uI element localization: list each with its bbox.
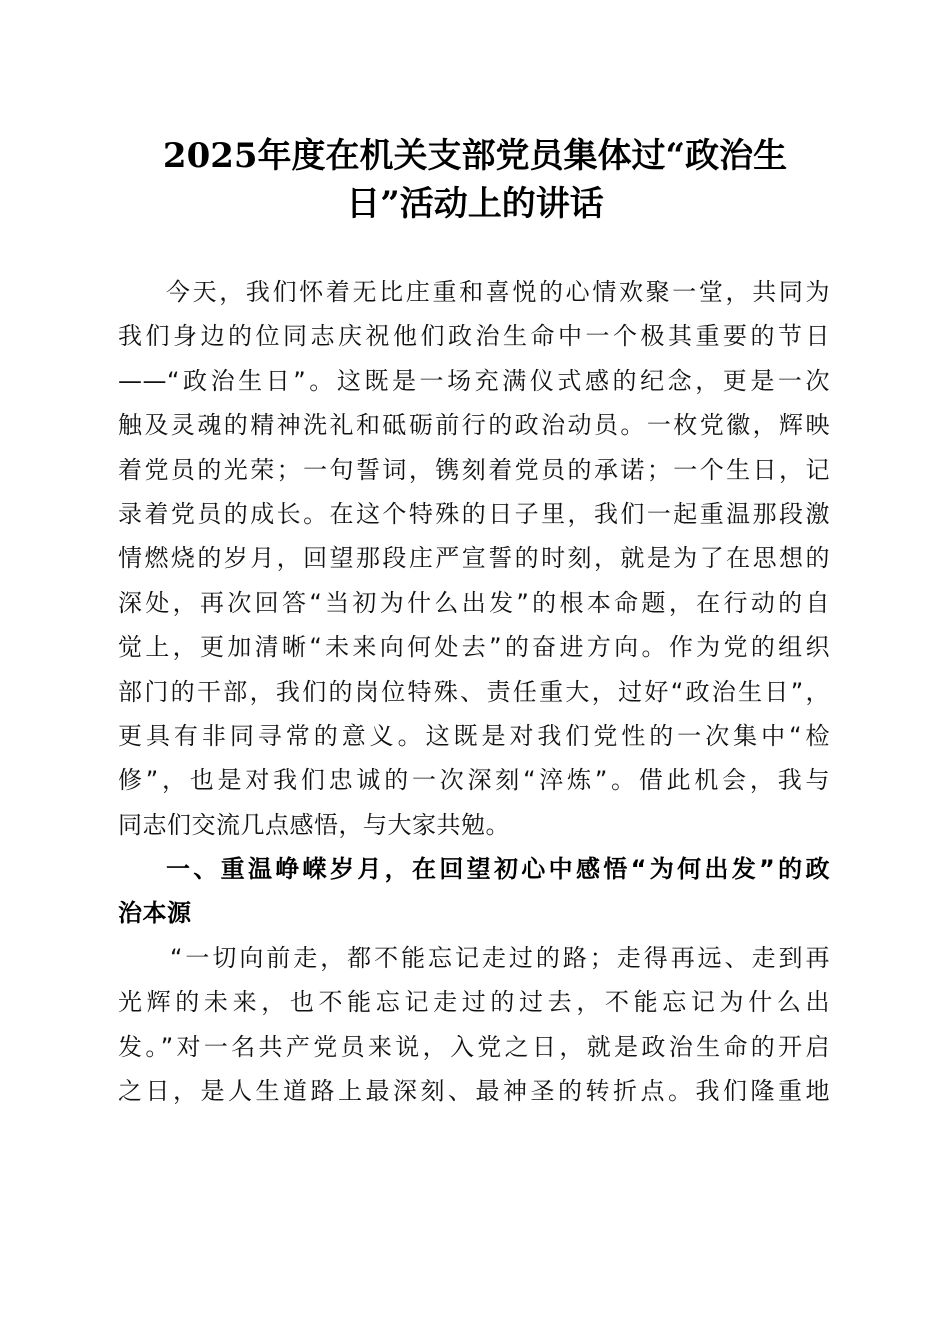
paragraph-line: 情燃烧的岁月，回望那段庄严宣誓的时刻，就是为了在思想的 [118,544,830,573]
intro-paragraph [118,270,830,847]
paragraph-line: 录着党员的成长。在这个特殊的日子里，我们一起重温那段激 [118,499,830,528]
document-body [118,270,830,1113]
heading-line: 治本源 [118,899,192,928]
paragraph-line: 部门的干部，我们的岗位特殊、责任重大，过好“政治生日”， [118,677,830,706]
section-heading-1 [118,847,830,936]
paragraph-line: 着党员的光荣；一句誓词，镌刻着党员的承诺；一个生日，记 [118,455,830,484]
paragraph-line: ——“政治生日”。这既是一场充满仪式感的纪念，更是一次 [118,366,830,395]
paragraph-line: 修”，也是对我们忠诚的一次深刻“淬炼”。借此机会，我与 [118,766,830,795]
title-line: 日”活动上的讲话 [346,184,604,224]
document-title [120,132,830,228]
paragraph-line: 更具有非同寻常的意义。这既是对我们党性的一次集中“检 [118,721,830,750]
heading-line: 一、重温峥嵘岁月，在回望初心中感悟“为何出发”的政 [166,855,830,884]
paragraph-line: 发。”对一名共产党员来说，入党之日，就是政治生命的开启 [118,1032,830,1061]
paragraph-line: 同志们交流几点感悟，与大家共勉。 [118,810,510,839]
paragraph-line: 我们身边的位同志庆祝他们政治生命中一个极其重要的节日 [118,322,830,351]
paragraph-line: “一切向前走，都不能忘记走过的路；走得再远、走到再 [170,943,830,972]
paragraph-line: 触及灵魂的精神洗礼和砥砺前行的政治动员。一枚党徽，辉映 [118,411,830,440]
title-line: 2025年度在机关支部党员集体过“政治生 [162,136,788,176]
paragraph-line: 觉上，更加清晰“未来向何处去”的奋进方向。作为党的组织 [118,633,830,662]
paragraph-line: 深处，再次回答“当初为什么出发”的根本命题，在行动的自 [118,588,830,617]
section-paragraph-1 [118,936,830,1114]
paragraph-line: 今天，我们怀着无比庄重和喜悦的心情欢聚一堂，共同为 [166,278,830,306]
paragraph-line: 光辉的未来，也不能忘记走过的过去，不能忘记为什么出 [118,988,830,1017]
paragraph-line: 之日，是人生道路上最深刻、最神圣的转折点。我们隆重地 [118,1077,830,1106]
